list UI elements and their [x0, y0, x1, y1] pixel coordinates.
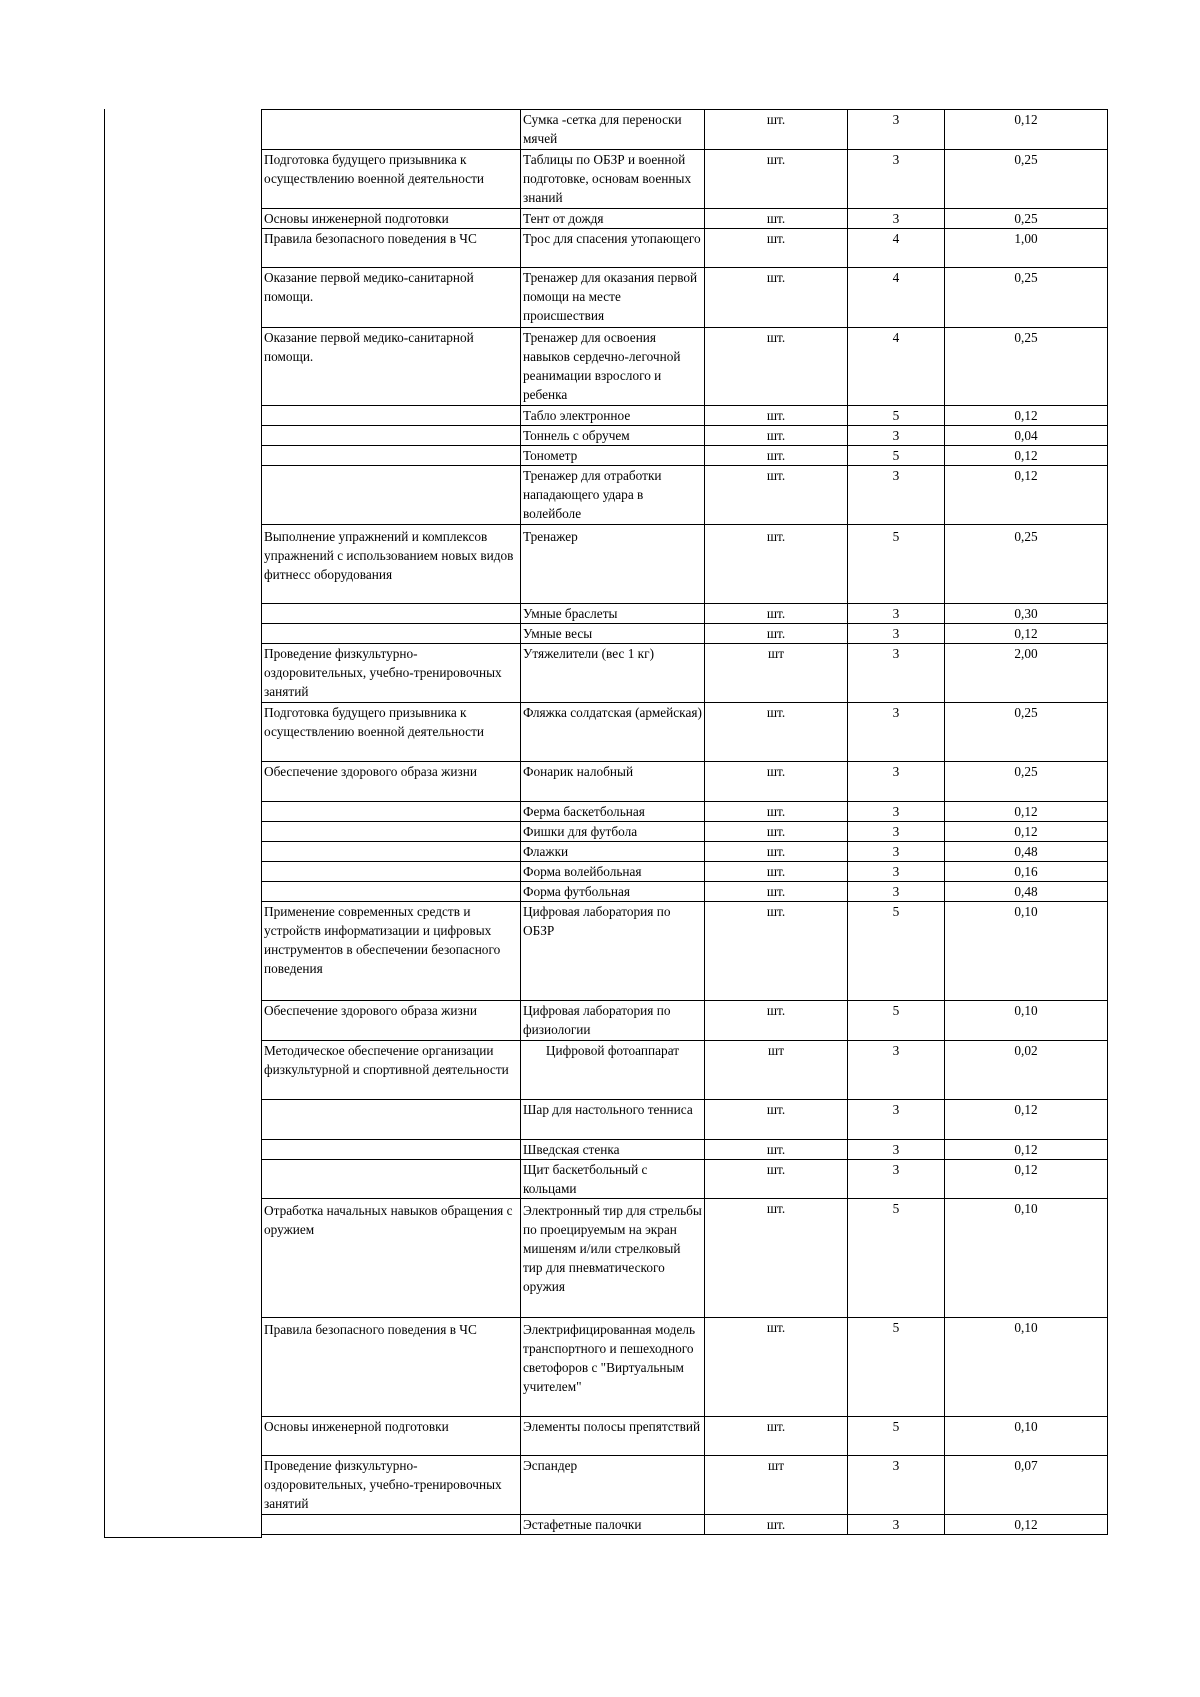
value-cell: 0,12 — [945, 110, 1108, 150]
activity-cell: Подготовка будущего призывника к осуществлению военной деятельности — [262, 703, 521, 762]
quantity-cell: 3 — [848, 466, 945, 525]
table-row — [262, 1160, 1108, 1199]
value-cell: 0,12 — [945, 1140, 1108, 1160]
table-row — [262, 1140, 1108, 1160]
item-name-cell: Сумка -сетка для переноски мячей — [521, 110, 705, 150]
unit-cell: шт. — [705, 209, 848, 229]
value-cell: 0,25 — [945, 209, 1108, 229]
item-name-cell: Форма волейбольная — [521, 862, 705, 882]
quantity-cell: 3 — [848, 110, 945, 150]
quantity-cell: 4 — [848, 229, 945, 268]
activity-cell — [262, 110, 521, 150]
activity-cell — [262, 426, 521, 446]
item-name-cell: Табло электронное — [521, 406, 705, 426]
table-row — [262, 802, 1108, 822]
table-row — [262, 525, 1108, 604]
quantity-cell: 3 — [848, 1041, 945, 1100]
quantity-cell: 3 — [848, 842, 945, 862]
table-row — [262, 604, 1108, 624]
activity-cell: Методическое обеспечение организации физкультурной и спортивной деятельности — [262, 1041, 521, 1100]
activity-cell: Применение современных средств и устройств информатизации и цифровых инструментов в обеспечении безопасного поведения — [262, 902, 521, 1001]
activity-cell: Основы инженерной подготовки — [262, 1417, 521, 1456]
table-row — [262, 1318, 1108, 1417]
quantity-cell: 3 — [848, 703, 945, 762]
unit-cell: шт. — [705, 229, 848, 268]
item-name-cell: Электронный тир для стрельбы по проецируемым на экран мишеням и/или стрелковый тир для пневматического оружия — [521, 1199, 705, 1318]
unit-cell: шт. — [705, 882, 848, 902]
item-name-cell: Тоннель с обручем — [521, 426, 705, 446]
value-cell: 0,12 — [945, 1160, 1108, 1199]
quantity-cell: 5 — [848, 406, 945, 426]
unit-cell: шт. — [705, 150, 848, 209]
value-cell: 0,25 — [945, 268, 1108, 328]
table-row — [262, 624, 1108, 644]
activity-cell: Выполнение упражнений и комплексов упражнений с использованием новых видов фитнесс оборудования — [262, 525, 521, 604]
table-row — [262, 229, 1108, 268]
value-cell: 0,07 — [945, 1456, 1108, 1515]
value-cell: 0,25 — [945, 762, 1108, 802]
activity-cell: Обеспечение здорового образа жизни — [262, 762, 521, 802]
activity-cell — [262, 446, 521, 466]
unit-cell: шт. — [705, 1100, 848, 1140]
unit-cell: шт — [705, 1041, 848, 1100]
quantity-cell: 5 — [848, 1199, 945, 1318]
equipment-table — [261, 109, 1108, 1535]
item-name-cell: Элементы полосы препятствий — [521, 1417, 705, 1456]
unit-cell: шт. — [705, 1417, 848, 1456]
unit-cell: шт — [705, 644, 848, 703]
unit-cell: шт. — [705, 624, 848, 644]
activity-cell: Проведение физкультурно-оздоровительных, учебно-тренировочных занятий — [262, 644, 521, 703]
value-cell: 0,04 — [945, 426, 1108, 446]
unit-cell: шт. — [705, 426, 848, 446]
table-row — [262, 822, 1108, 842]
unit-cell: шт. — [705, 822, 848, 842]
unit-cell: шт — [705, 1456, 848, 1515]
quantity-cell: 4 — [848, 328, 945, 406]
activity-cell — [262, 1160, 521, 1199]
item-name-cell: Ферма баскетбольная — [521, 802, 705, 822]
activity-cell — [262, 822, 521, 842]
activity-cell — [262, 862, 521, 882]
value-cell: 0,10 — [945, 1199, 1108, 1318]
table-row — [262, 1041, 1108, 1100]
item-name-cell: Умные браслеты — [521, 604, 705, 624]
quantity-cell: 3 — [848, 604, 945, 624]
outer-left-border — [104, 109, 105, 1538]
item-name-cell: Тент от дождя — [521, 209, 705, 229]
quantity-cell: 5 — [848, 1001, 945, 1041]
quantity-cell: 5 — [848, 446, 945, 466]
quantity-cell: 3 — [848, 1160, 945, 1199]
activity-cell: Подготовка будущего призывника к осуществлению военной деятельности — [262, 150, 521, 209]
unit-cell: шт. — [705, 604, 848, 624]
activity-cell — [262, 1100, 521, 1140]
quantity-cell: 3 — [848, 624, 945, 644]
unit-cell: шт. — [705, 525, 848, 604]
unit-cell: шт. — [705, 446, 848, 466]
item-name-cell: Умные весы — [521, 624, 705, 644]
table-row — [262, 1417, 1108, 1456]
value-cell: 0,12 — [945, 1515, 1108, 1535]
item-name-cell: Шар для настольного тенниса — [521, 1100, 705, 1140]
unit-cell: шт. — [705, 110, 848, 150]
activity-cell: Оказание первой медико-санитарной помощи. — [262, 268, 521, 328]
value-cell: 0,12 — [945, 446, 1108, 466]
unit-cell: шт. — [705, 703, 848, 762]
table-row — [262, 328, 1108, 406]
item-name-cell: Утяжелители (вес 1 кг) — [521, 644, 705, 703]
quantity-cell: 3 — [848, 1515, 945, 1535]
table-row — [262, 703, 1108, 762]
item-name-cell: Флажки — [521, 842, 705, 862]
item-name-cell: Эспандер — [521, 1456, 705, 1515]
quantity-cell: 3 — [848, 1456, 945, 1515]
item-name-cell: Шведская стенка — [521, 1140, 705, 1160]
value-cell: 0,02 — [945, 1041, 1108, 1100]
item-name-cell: Трос для спасения утопающего — [521, 229, 705, 268]
value-cell: 0,12 — [945, 802, 1108, 822]
item-name-cell: Цифровая лаборатория по физиологии — [521, 1001, 705, 1041]
table-row — [262, 842, 1108, 862]
unit-cell: шт. — [705, 1318, 848, 1417]
unit-cell: шт. — [705, 802, 848, 822]
value-cell: 0,12 — [945, 466, 1108, 525]
activity-cell — [262, 842, 521, 862]
activity-cell — [262, 802, 521, 822]
value-cell: 0,48 — [945, 842, 1108, 862]
activity-cell: Обеспечение здорового образа жизни — [262, 1001, 521, 1041]
unit-cell: шт. — [705, 406, 848, 426]
table-row — [262, 862, 1108, 882]
unit-cell: шт. — [705, 762, 848, 802]
value-cell: 0,25 — [945, 703, 1108, 762]
value-cell: 0,10 — [945, 902, 1108, 1001]
activity-cell — [262, 882, 521, 902]
unit-cell: шт. — [705, 902, 848, 1001]
table-row — [262, 1100, 1108, 1140]
table-row — [262, 762, 1108, 802]
table-row — [262, 1199, 1108, 1318]
value-cell: 0,25 — [945, 525, 1108, 604]
value-cell: 0,12 — [945, 406, 1108, 426]
value-cell: 2,00 — [945, 644, 1108, 703]
table-row — [262, 882, 1108, 902]
quantity-cell: 4 — [848, 268, 945, 328]
outer-bottom-border — [104, 1537, 262, 1538]
unit-cell: шт. — [705, 328, 848, 406]
activity-cell: Правила безопасного поведения в ЧС — [262, 1318, 521, 1417]
value-cell: 0,10 — [945, 1417, 1108, 1456]
value-cell: 0,48 — [945, 882, 1108, 902]
activity-cell: Основы инженерной подготовки — [262, 209, 521, 229]
table-row — [262, 902, 1108, 1001]
item-name-cell: Цифровая лаборатория по ОБЗР — [521, 902, 705, 1001]
unit-cell: шт. — [705, 1515, 848, 1535]
quantity-cell: 3 — [848, 862, 945, 882]
value-cell: 0,12 — [945, 822, 1108, 842]
value-cell: 0,25 — [945, 328, 1108, 406]
value-cell: 1,00 — [945, 229, 1108, 268]
value-cell: 0,16 — [945, 862, 1108, 882]
activity-cell — [262, 406, 521, 426]
quantity-cell: 3 — [848, 802, 945, 822]
table-row — [262, 644, 1108, 703]
item-name-cell: Тренажер для оказания первой помощи на месте происшествия — [521, 268, 705, 328]
activity-cell — [262, 1140, 521, 1160]
activity-cell — [262, 1515, 521, 1535]
table-row — [262, 466, 1108, 525]
quantity-cell: 5 — [848, 1417, 945, 1456]
item-name-cell: Тонометр — [521, 446, 705, 466]
value-cell: 0,10 — [945, 1318, 1108, 1417]
quantity-cell: 3 — [848, 822, 945, 842]
item-name-cell: Тренажер — [521, 525, 705, 604]
table-row — [262, 110, 1108, 150]
unit-cell: шт. — [705, 1140, 848, 1160]
quantity-cell: 3 — [848, 150, 945, 209]
item-name-cell: Тренажер для освоения навыков сердечно-легочной реанимации взрослого и ребенка — [521, 328, 705, 406]
quantity-cell: 3 — [848, 1100, 945, 1140]
table-row — [262, 150, 1108, 209]
quantity-cell: 3 — [848, 426, 945, 446]
value-cell: 0,25 — [945, 150, 1108, 209]
item-name-cell: Эстафетные палочки — [521, 1515, 705, 1535]
activity-cell: Отработка начальных навыков обращения с оружием — [262, 1199, 521, 1318]
quantity-cell: 3 — [848, 644, 945, 703]
quantity-cell: 5 — [848, 902, 945, 1001]
activity-cell: Проведение физкультурно-оздоровительных, учебно-тренировочных занятий — [262, 1456, 521, 1515]
table-row — [262, 446, 1108, 466]
value-cell: 0,12 — [945, 624, 1108, 644]
unit-cell: шт. — [705, 1199, 848, 1318]
item-name-cell: Таблицы по ОБЗР и военной подготовке, основам военных знаний — [521, 150, 705, 209]
table-row — [262, 268, 1108, 328]
item-name-cell: Фляжка солдатская (армейская) — [521, 703, 705, 762]
quantity-cell: 3 — [848, 209, 945, 229]
item-name-cell: Фишки для футбола — [521, 822, 705, 842]
quantity-cell: 5 — [848, 1318, 945, 1417]
table-row — [262, 406, 1108, 426]
activity-cell — [262, 624, 521, 644]
unit-cell: шт. — [705, 862, 848, 882]
value-cell: 0,30 — [945, 604, 1108, 624]
value-cell: 0,12 — [945, 1100, 1108, 1140]
unit-cell: шт. — [705, 268, 848, 328]
item-name-cell: Щит баскетбольный с кольцами — [521, 1160, 705, 1199]
item-name-cell: Тренажер для отработки нападающего удара в волейболе — [521, 466, 705, 525]
item-name-cell: Электрифицированная модель транспортного и пешеходного светофоров с "Виртуальным учителем" — [521, 1318, 705, 1417]
activity-cell: Правила безопасного поведения в ЧС — [262, 229, 521, 268]
table-row — [262, 209, 1108, 229]
activity-cell — [262, 466, 521, 525]
quantity-cell: 3 — [848, 882, 945, 902]
quantity-cell: 5 — [848, 525, 945, 604]
table-row — [262, 1515, 1108, 1535]
activity-cell — [262, 604, 521, 624]
table-row — [262, 1001, 1108, 1041]
unit-cell: шт. — [705, 466, 848, 525]
item-name-cell: Фонарик налобный — [521, 762, 705, 802]
item-name-cell: Цифровой фотоаппарат — [521, 1041, 705, 1100]
unit-cell: шт. — [705, 1160, 848, 1199]
unit-cell: шт. — [705, 1001, 848, 1041]
value-cell: 0,10 — [945, 1001, 1108, 1041]
item-name-cell: Форма футбольная — [521, 882, 705, 902]
quantity-cell: 3 — [848, 762, 945, 802]
quantity-cell: 3 — [848, 1140, 945, 1160]
unit-cell: шт. — [705, 842, 848, 862]
activity-cell: Оказание первой медико-санитарной помощи. — [262, 328, 521, 406]
table-row — [262, 426, 1108, 446]
table-row — [262, 1456, 1108, 1515]
